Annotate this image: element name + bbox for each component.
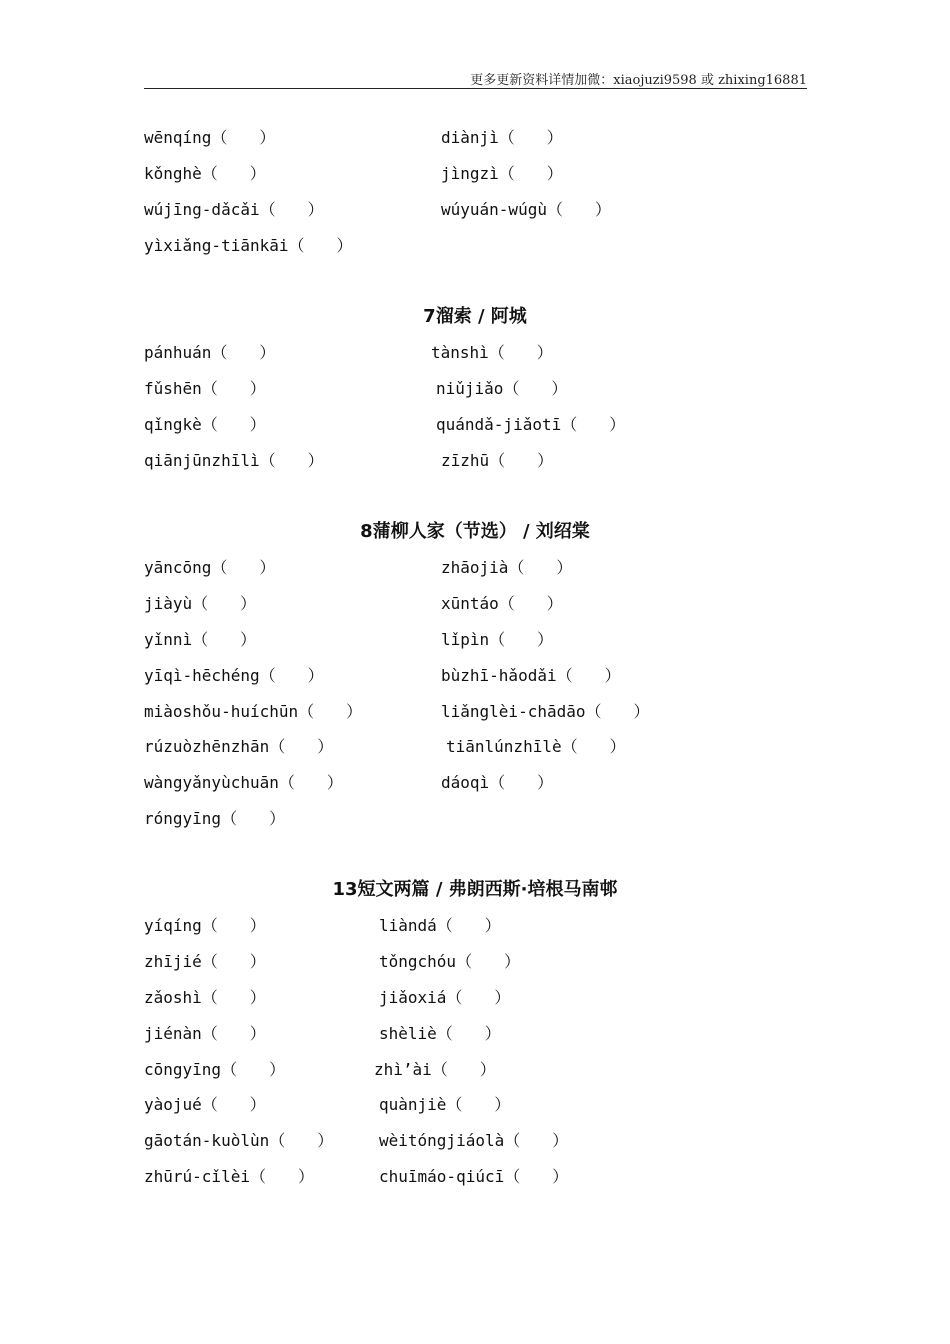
- pinyin-item: wèitóngjiáolà（ ）: [379, 1131, 569, 1150]
- pinyin-item: zhījié（ ）: [144, 952, 266, 971]
- pinyin-item: fǔshēn（ ）: [144, 379, 266, 398]
- header-text: 更多更新资料详情加微：xiaojuzi9598 或 zhixing16881: [470, 73, 807, 88]
- pinyin-item: wújīng-dǎcǎi（ ）: [144, 200, 324, 219]
- pinyin-item: yǐnnì（ ）: [144, 630, 257, 649]
- pinyin-item: tànshì（ ）: [431, 343, 553, 362]
- section-title: 7溜索 / 阿城: [423, 306, 527, 327]
- pinyin-item: gāotán-kuòlùn（ ）: [144, 1131, 334, 1150]
- pinyin-item: yàojué（ ）: [144, 1095, 266, 1114]
- pinyin-item: qiānjūnzhīlì（ ）: [144, 451, 324, 470]
- section-title: 13短文两篇 / 弗朗西斯·培根马南邨: [332, 879, 618, 900]
- pinyin-item: miàoshǒu-huíchūn（ ）: [144, 702, 363, 721]
- pinyin-item: diànjì（ ）: [441, 128, 563, 147]
- pinyin-item: pánhuán（ ）: [144, 343, 276, 362]
- pinyin-item: zhì’ài（ ）: [374, 1060, 496, 1079]
- section-title: 8蒲柳人家（节选） / 刘绍棠: [360, 521, 590, 542]
- pinyin-item: zǎoshì（ ）: [144, 988, 266, 1007]
- pinyin-item: jìngzì（ ）: [441, 164, 563, 183]
- pinyin-item: liǎnglèi-chādāo（ ）: [441, 702, 650, 721]
- pinyin-item: quándǎ-jiǎotī（ ）: [436, 415, 626, 434]
- pinyin-item: jiénàn（ ）: [144, 1024, 266, 1043]
- pinyin-item: zhāojià（ ）: [441, 558, 573, 577]
- pinyin-item: wàngyǎnyùchuān（ ）: [144, 773, 343, 792]
- pinyin-item: róngyīng（ ）: [144, 809, 286, 828]
- pinyin-item: cōngyīng（ ）: [144, 1060, 286, 1079]
- pinyin-item: kǒnghè（ ）: [144, 164, 266, 183]
- pinyin-item: tiānlúnzhīlè（ ）: [446, 737, 626, 756]
- pinyin-item: quànjiè（ ）: [379, 1095, 511, 1114]
- pinyin-item: dáoqì（ ）: [441, 773, 554, 792]
- pinyin-item: yāncōng（ ）: [144, 558, 276, 577]
- pinyin-item: wúyuán-wúgù（ ）: [441, 200, 611, 219]
- pinyin-item: wēnqíng（ ）: [144, 128, 276, 147]
- pinyin-item: shèliè（ ）: [379, 1024, 501, 1043]
- page-header: [144, 68, 807, 89]
- pinyin-item: liàndá（ ）: [379, 916, 501, 935]
- pinyin-item: chuīmáo-qiúcī（ ）: [379, 1167, 569, 1186]
- pinyin-item: zīzhū（ ）: [441, 451, 554, 470]
- pinyin-item: tǒngchóu（ ）: [379, 952, 521, 971]
- pinyin-item: niǔjiǎo（ ）: [436, 379, 568, 398]
- pinyin-item: yíqíng（ ）: [144, 916, 266, 935]
- pinyin-item: zhūrú-cǐlèi（ ）: [144, 1167, 314, 1186]
- pinyin-item: lǐpìn（ ）: [441, 630, 554, 649]
- pinyin-item: yìxiǎng-tiānkāi（ ）: [144, 236, 353, 255]
- pinyin-item: qǐngkè（ ）: [144, 415, 266, 434]
- pinyin-item: jiǎoxiá（ ）: [379, 988, 511, 1007]
- pinyin-item: rúzuòzhēnzhān（ ）: [144, 737, 334, 756]
- pinyin-item: yīqì-hēchéng（ ）: [144, 666, 324, 685]
- pinyin-item: jiàyù（ ）: [144, 594, 257, 613]
- pinyin-item: xūntáo（ ）: [441, 594, 563, 613]
- pinyin-item: bùzhī-hǎodǎi（ ）: [441, 666, 621, 685]
